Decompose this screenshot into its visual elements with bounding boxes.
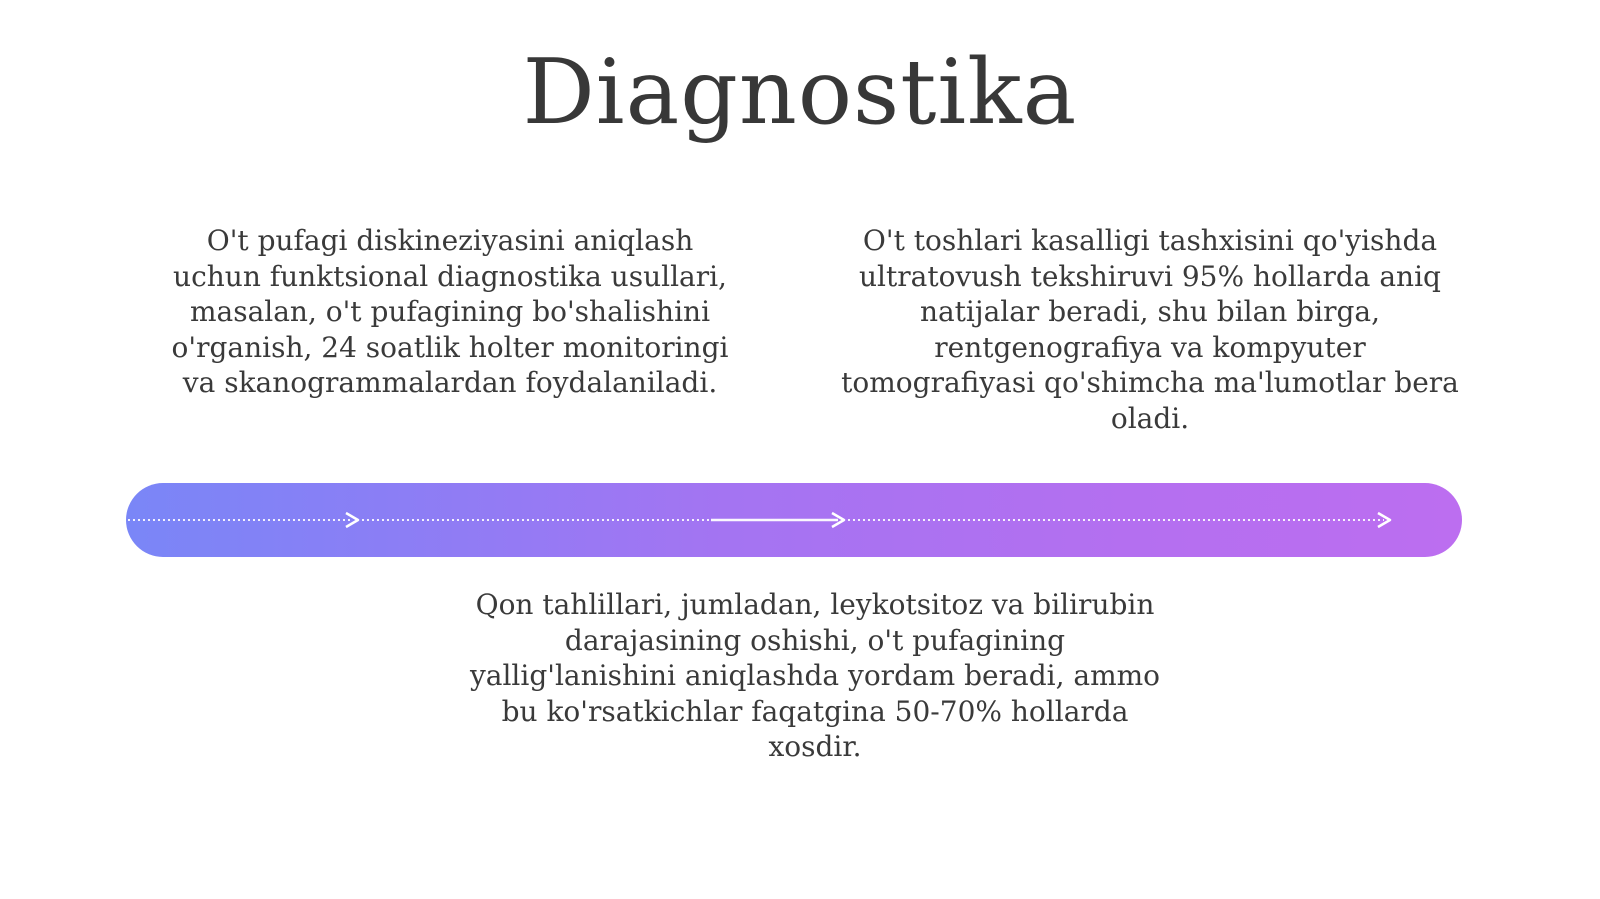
text-block-right: O't toshlari kasalligi tashxisini qo'yishda ultratovush tekshiruvi 95% hollarda aniq natijalar beradi, shu bilan birga, rentgenografiya va kompyuter tomografiyasi qo'shimcha ma'lumotlar bera oladi. — [841, 224, 1459, 435]
timeline-arrows — [126, 483, 1462, 557]
slide-title: Diagnostika — [522, 40, 1078, 145]
text-block-left: O't pufagi diskineziyasini aniqlash uchun funktsional diagnostika usullari, masalan, o't pufagining bo'shalishini o'rganish, 24 soatlik holter monitoringi va skanogrammalardan foydalaniladi. — [171, 224, 729, 399]
text-block-bottom: Qon tahlillari, jumladan, leykotsitoz va bilirubin darajasining oshishi, o't pufagining yallig'lanishini aniqlashda yordam beradi, ammo bu ko'rsatkichlar faqatgina 50-70% hollarda xosdir. — [469, 588, 1161, 763]
timeline-bar — [126, 483, 1462, 557]
